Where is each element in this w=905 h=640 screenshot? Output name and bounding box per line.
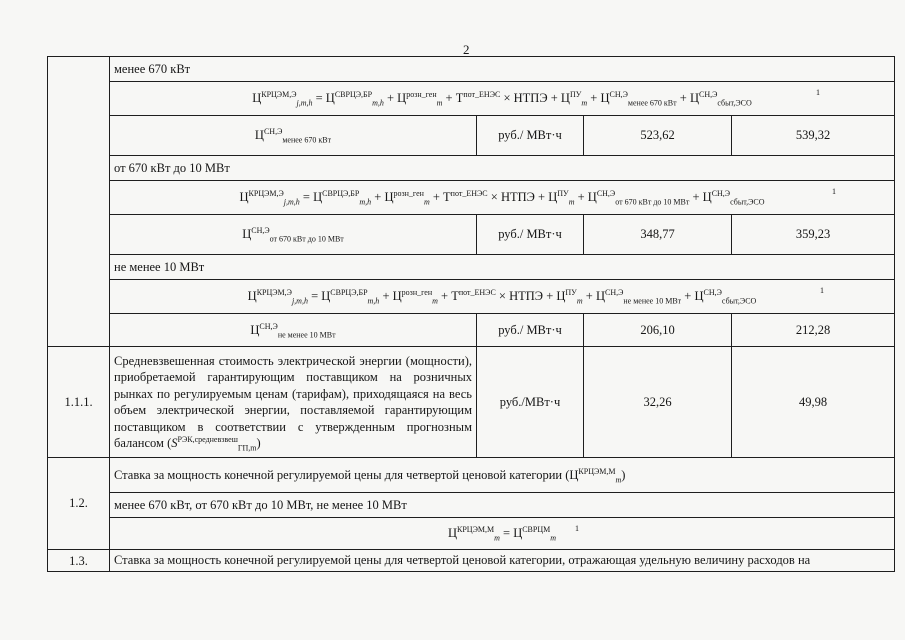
- formula: $Ц^{КРЦЭМ,Э}_{j,m,h} = Ц^{СВРЦЭ,БР}_{m,h} + Ц^{розн\_ген}_m + Т^{пот\_ЕНЭС}$ × НТПЭ + $Ц^{ПУ}_m + Ц^{СН,Э}_{от 670 кВт до 10 МВт} + Ц^{СН,Э}_{сбыт,ЭСО}$ 1: [110, 181, 895, 215]
- category-label: менее 670 кВт, от 670 кВт до 10 МВт, не менее 10 МВт: [110, 493, 895, 518]
- formula: $Ц^{КРЦЭМ,Э}_{j,m,h} = Ц^{СВРЦЭ,БР}_{m,h} + Ц^{розн\_ген}_m + Т^{пот\_ЕНЭС}$ × НТПЭ + $Ц^{ПУ}_m + Ц^{СН,Э}_{не менее 10 МВт} + Ц^{СН,Э}_{сбыт,ЭСО}$ 1: [110, 280, 895, 314]
- value-2: 49,98: [732, 347, 895, 458]
- item-row: [48, 347, 895, 458]
- item-description: Ставка за мощность конечной регулируемой цены для четвертой ценовой категории, отражающая удельную величину расходов на: [110, 550, 895, 572]
- unit: руб./ МВт·ч: [477, 314, 584, 347]
- value-name: $Ц^{СН,Э}_{менее 670 кВт}$: [110, 116, 477, 156]
- unit: руб./ МВт·ч: [477, 215, 584, 255]
- formula-row: [48, 181, 895, 215]
- unit: руб./ МВт·ч: [477, 116, 584, 156]
- value-2: 212,28: [732, 314, 895, 347]
- unit: руб./МВт·ч: [477, 347, 584, 458]
- footnote-mark: 1: [820, 286, 824, 295]
- formula: $Ц^{КРЦЭМ,Э}_{j,m,h} = Ц^{СВРЦЭ,БР}_{m,h} + Ц^{розн\_ген}_m + Т^{пот\_ЕНЭС}$ × НТПЭ + $Ц^{ПУ}_m + Ц^{СН,Э}_{менее 670 кВт} + Ц^{СН,Э}_{сбыт,ЭСО}$ 1: [110, 82, 895, 116]
- value-2: 539,32: [732, 116, 895, 156]
- item-1-1-number-cell: [48, 57, 110, 347]
- page-number: 2: [463, 42, 470, 57]
- category-row: [48, 57, 895, 82]
- category-row: [48, 493, 895, 518]
- category-label: менее 670 кВт: [110, 57, 895, 82]
- item-number: 1.2.: [48, 458, 110, 550]
- item-row: [48, 458, 895, 493]
- item-number: 1.1.1.: [48, 347, 110, 458]
- item-description: Ставка за мощность конечной регулируемой цены для четвертой ценовой категории $(Ц^{КРЦЭМ,М}_m)$: [110, 458, 895, 493]
- item-description: Средневзвешенная стоимость электрической энергии (мощности), приобретаемой гарантирующим поставщиком на розничных рынках по регулируемым ценам (тарифам), приходящаяся на весь объем электрической энергии, поставляемой гарантирующим поставщиком в соответствии с утвержденным прогнозным балансом $(S^{РЭК,средневзвеш}_{ГП,m})$: [110, 347, 477, 458]
- formula-row: [48, 280, 895, 314]
- category-label: от 670 кВт до 10 МВт: [110, 156, 895, 181]
- item-number: 1.3.: [48, 550, 110, 572]
- value-name: $Ц^{СН,Э}_{от 670 кВт до 10 МВт}$: [110, 215, 477, 255]
- tariff-table: [47, 56, 895, 572]
- formula-row: [48, 518, 895, 550]
- footnote-mark: 1: [575, 524, 579, 533]
- formula-row: [48, 82, 895, 116]
- value-1: 523,62: [584, 116, 732, 156]
- formula: $Ц^{КРЦЭМ,М}_m = Ц^{СВРЦМ}_m$ 1: [110, 518, 895, 550]
- value-1: 32,26: [584, 347, 732, 458]
- category-row: [48, 255, 895, 280]
- item-row: [48, 550, 895, 572]
- value-1: 206,10: [584, 314, 732, 347]
- value-row: [48, 116, 895, 156]
- footnote-mark: 1: [816, 88, 820, 97]
- footnote-mark: 1: [832, 187, 836, 196]
- value-name: $Ц^{СН,Э}_{не менее 10 МВт}$: [110, 314, 477, 347]
- value-1: 348,77: [584, 215, 732, 255]
- category-row: [48, 156, 895, 181]
- value-2: 359,23: [732, 215, 895, 255]
- value-row: [48, 314, 895, 347]
- value-row: [48, 215, 895, 255]
- category-label: не менее 10 МВт: [110, 255, 895, 280]
